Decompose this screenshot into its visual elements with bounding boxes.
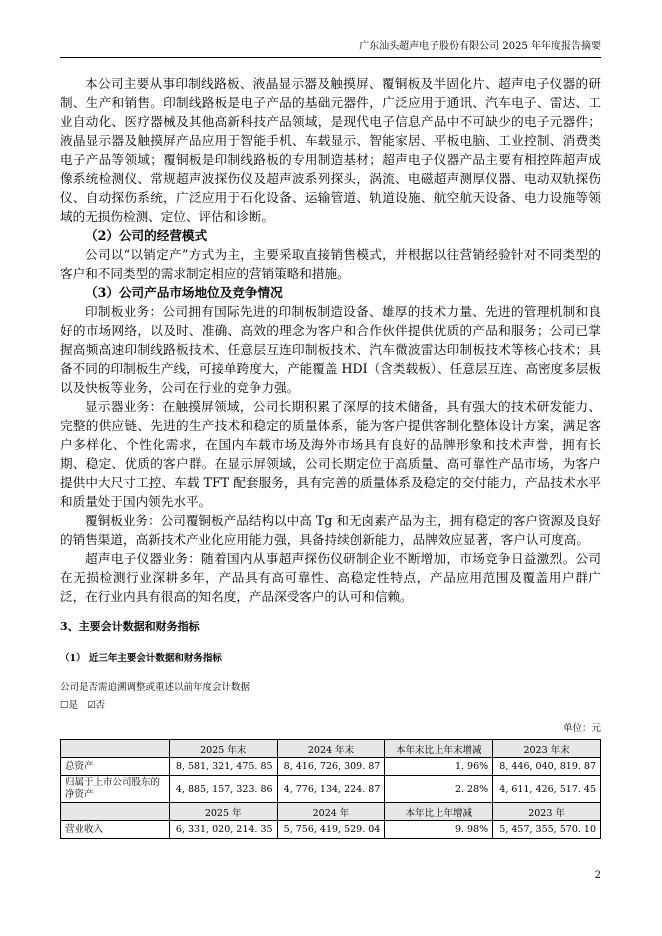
table-row (61, 758, 601, 776)
table-cell: 9. 98% (385, 821, 493, 839)
table-cell: 8, 416, 726, 309. 87 (277, 758, 385, 776)
section-3-subtitle: （1） 近三年主要会计数据和财务指标 (60, 653, 222, 664)
report-header: 广东汕头超声电子股份有限公司 2025 年年度报告摘要 (60, 40, 601, 58)
table-header-cell: 2023 年末 (493, 740, 601, 758)
table-cell: 8, 581, 321, 475. 85 (169, 758, 277, 776)
table-header-cell: 本年末比上年末增减 (385, 740, 493, 758)
unit-label: 单位：元 (562, 723, 601, 734)
business-intro-paragraph: 本公司主要从事印制线路板、液晶显示器及触摸屏、覆铜板及半固化片、超声电子仪器的研制、生产和销售。印制线路板是电子产品的基础元器件，广泛应用于通讯、汽车电子、雷达、工业自动化、医疗器械及其他高新科技产品领域，是现代电子信息产品中不可缺少的电子元器件；液晶显示器及触摸屏产品应用于智能手机、车载显示、智能家居、平板电脑、工业控制、消费类电子产品等领域；覆铜板是印制线路板的专用制造基材；超声电子仪器产品主要有相控阵超声成像系统检测仪、常规超声波探伤仪及超声波系列探头，涡流、电磁超声测厚仪器、电动双轨探伤仪、自动探伤系统，广泛应用于石化设备、运输管道、轨道设施、航空航天设备、电力设施等领域的无损伤检测、定位、评估和诊断。 (60, 76, 601, 224)
table-cell: 1. 96% (385, 758, 493, 776)
table-header-cell (61, 803, 170, 821)
business-mode-paragraph: 公司以“以销定产”方式为主，主要采取直接销售模式，并根据以往营销经验针对不同类型的客户和不同类型的需求制定相应的营销策略和措施。 (60, 247, 601, 281)
table-cell: 6, 331, 020, 214. 35 (169, 821, 277, 839)
table-header-cell: 2024 年 (277, 803, 385, 821)
business-mode-heading: （2）公司的经营模式 (85, 228, 208, 243)
table-row (61, 776, 601, 803)
table-cell: 8, 446, 040, 819. 87 (493, 758, 601, 776)
table-cell: 5, 756, 419, 529. 04 (277, 821, 385, 839)
no-checkbox: ☑ (87, 700, 96, 711)
ultrasonic-business-paragraph: 超声电子仪器业务：随着国内从事超声探伤仪研制企业不断增加，市场竞争日益激烈。公司在无损检测行业深耕多年，产品具有高可靠性、高稳定性特点，产品应用范围及覆盖用户群广泛，在行业内具有很高的知名度，产品深受客户的认可和信赖。 (60, 551, 601, 604)
table-header-row (61, 803, 601, 821)
table-cell: 5, 457, 355, 570. 10 (493, 821, 601, 839)
market-position-heading: （3）公司产品市场地位及竞争情况 (85, 285, 283, 300)
table-cell: 2. 28% (385, 776, 493, 803)
row-label: 总资产 (61, 758, 170, 776)
display-business-paragraph: 显示器业务：在触摸屏领域，公司长期积累了深厚的技术储备，具有强大的技术研发能力、完整的供应链、先进的生产技术和稳定的质量体系，能为客户提供客制化整体设计方案，满足客户多样化、个性化需求，在国内车载市场及海外市场具有良好的品牌形象和技术声誉，拥有长期、稳定、优质的客户群。在显示屏领域，公司长期定位于高质量、高可靠性产品市场，为客户提供中大尺寸工控、车载 TFT 配套服务，具有完善的质量体系及稳定的交付能力，产品技术水平和质量处于国内领先水平。 (60, 399, 601, 509)
table-header-cell: 本年比上年增减 (385, 803, 493, 821)
section-3-title: 3、主要会计数据和财务指标 (60, 620, 200, 633)
table-header-row (61, 740, 601, 758)
ccl-business-paragraph: 覆铜板业务：公司覆铜板产品结构以中高 Tg 和无卤素产品为主，拥有稳定的客户资源及良好的销售渠道，高新技术产业化应用能力强，具备持续创新能力，品牌效应显著，客户认可度高。 (60, 513, 601, 547)
body-text (60, 74, 601, 606)
table-header-cell: 2024 年末 (277, 740, 385, 758)
table-row (61, 821, 601, 839)
page-number: 2 (594, 870, 601, 881)
row-label: 归属于上市公司股东的净资产 (61, 776, 170, 803)
table-cell: 4, 611, 426, 517. 45 (493, 776, 601, 803)
table-header-cell (61, 740, 170, 758)
table-header-cell: 2025 年末 (169, 740, 277, 758)
row-label: 营业收入 (61, 821, 170, 839)
table-cell: 4, 776, 134, 224. 87 (277, 776, 385, 803)
table-header-cell: 2025 年 (169, 803, 277, 821)
no-label: 否 (95, 700, 106, 711)
yes-checkbox: ☐ (60, 700, 69, 711)
pcb-business-paragraph: 印制板业务：公司拥有国际先进的印制板制造设备、雄厚的技术力量、先进的管理机制和良好的市场网络，以及时、准确、高效的理念为客户和合作伙伴提供优质的产品和服务；公司已掌握高频高速印制线路板技术、任意层互连印制板技术、汽车微波雷达印制板技术等核心技术；具备不同的印制板生产线，可接单跨度大，产能覆盖 HDI（含类载板）、任意层互连、高密度多层板以及快板等业务，公司在行业的竞争力强。 (60, 304, 601, 395)
restatement-question: 公司是否需追溯调整或重述以前年度会计数据 (60, 682, 251, 693)
yes-label: 是 (68, 700, 79, 711)
financial-data-table (60, 739, 601, 839)
table-cell: 4, 885, 157, 323. 86 (169, 776, 277, 803)
table-header-cell: 2023 年 (493, 803, 601, 821)
restatement-answer (60, 699, 601, 712)
